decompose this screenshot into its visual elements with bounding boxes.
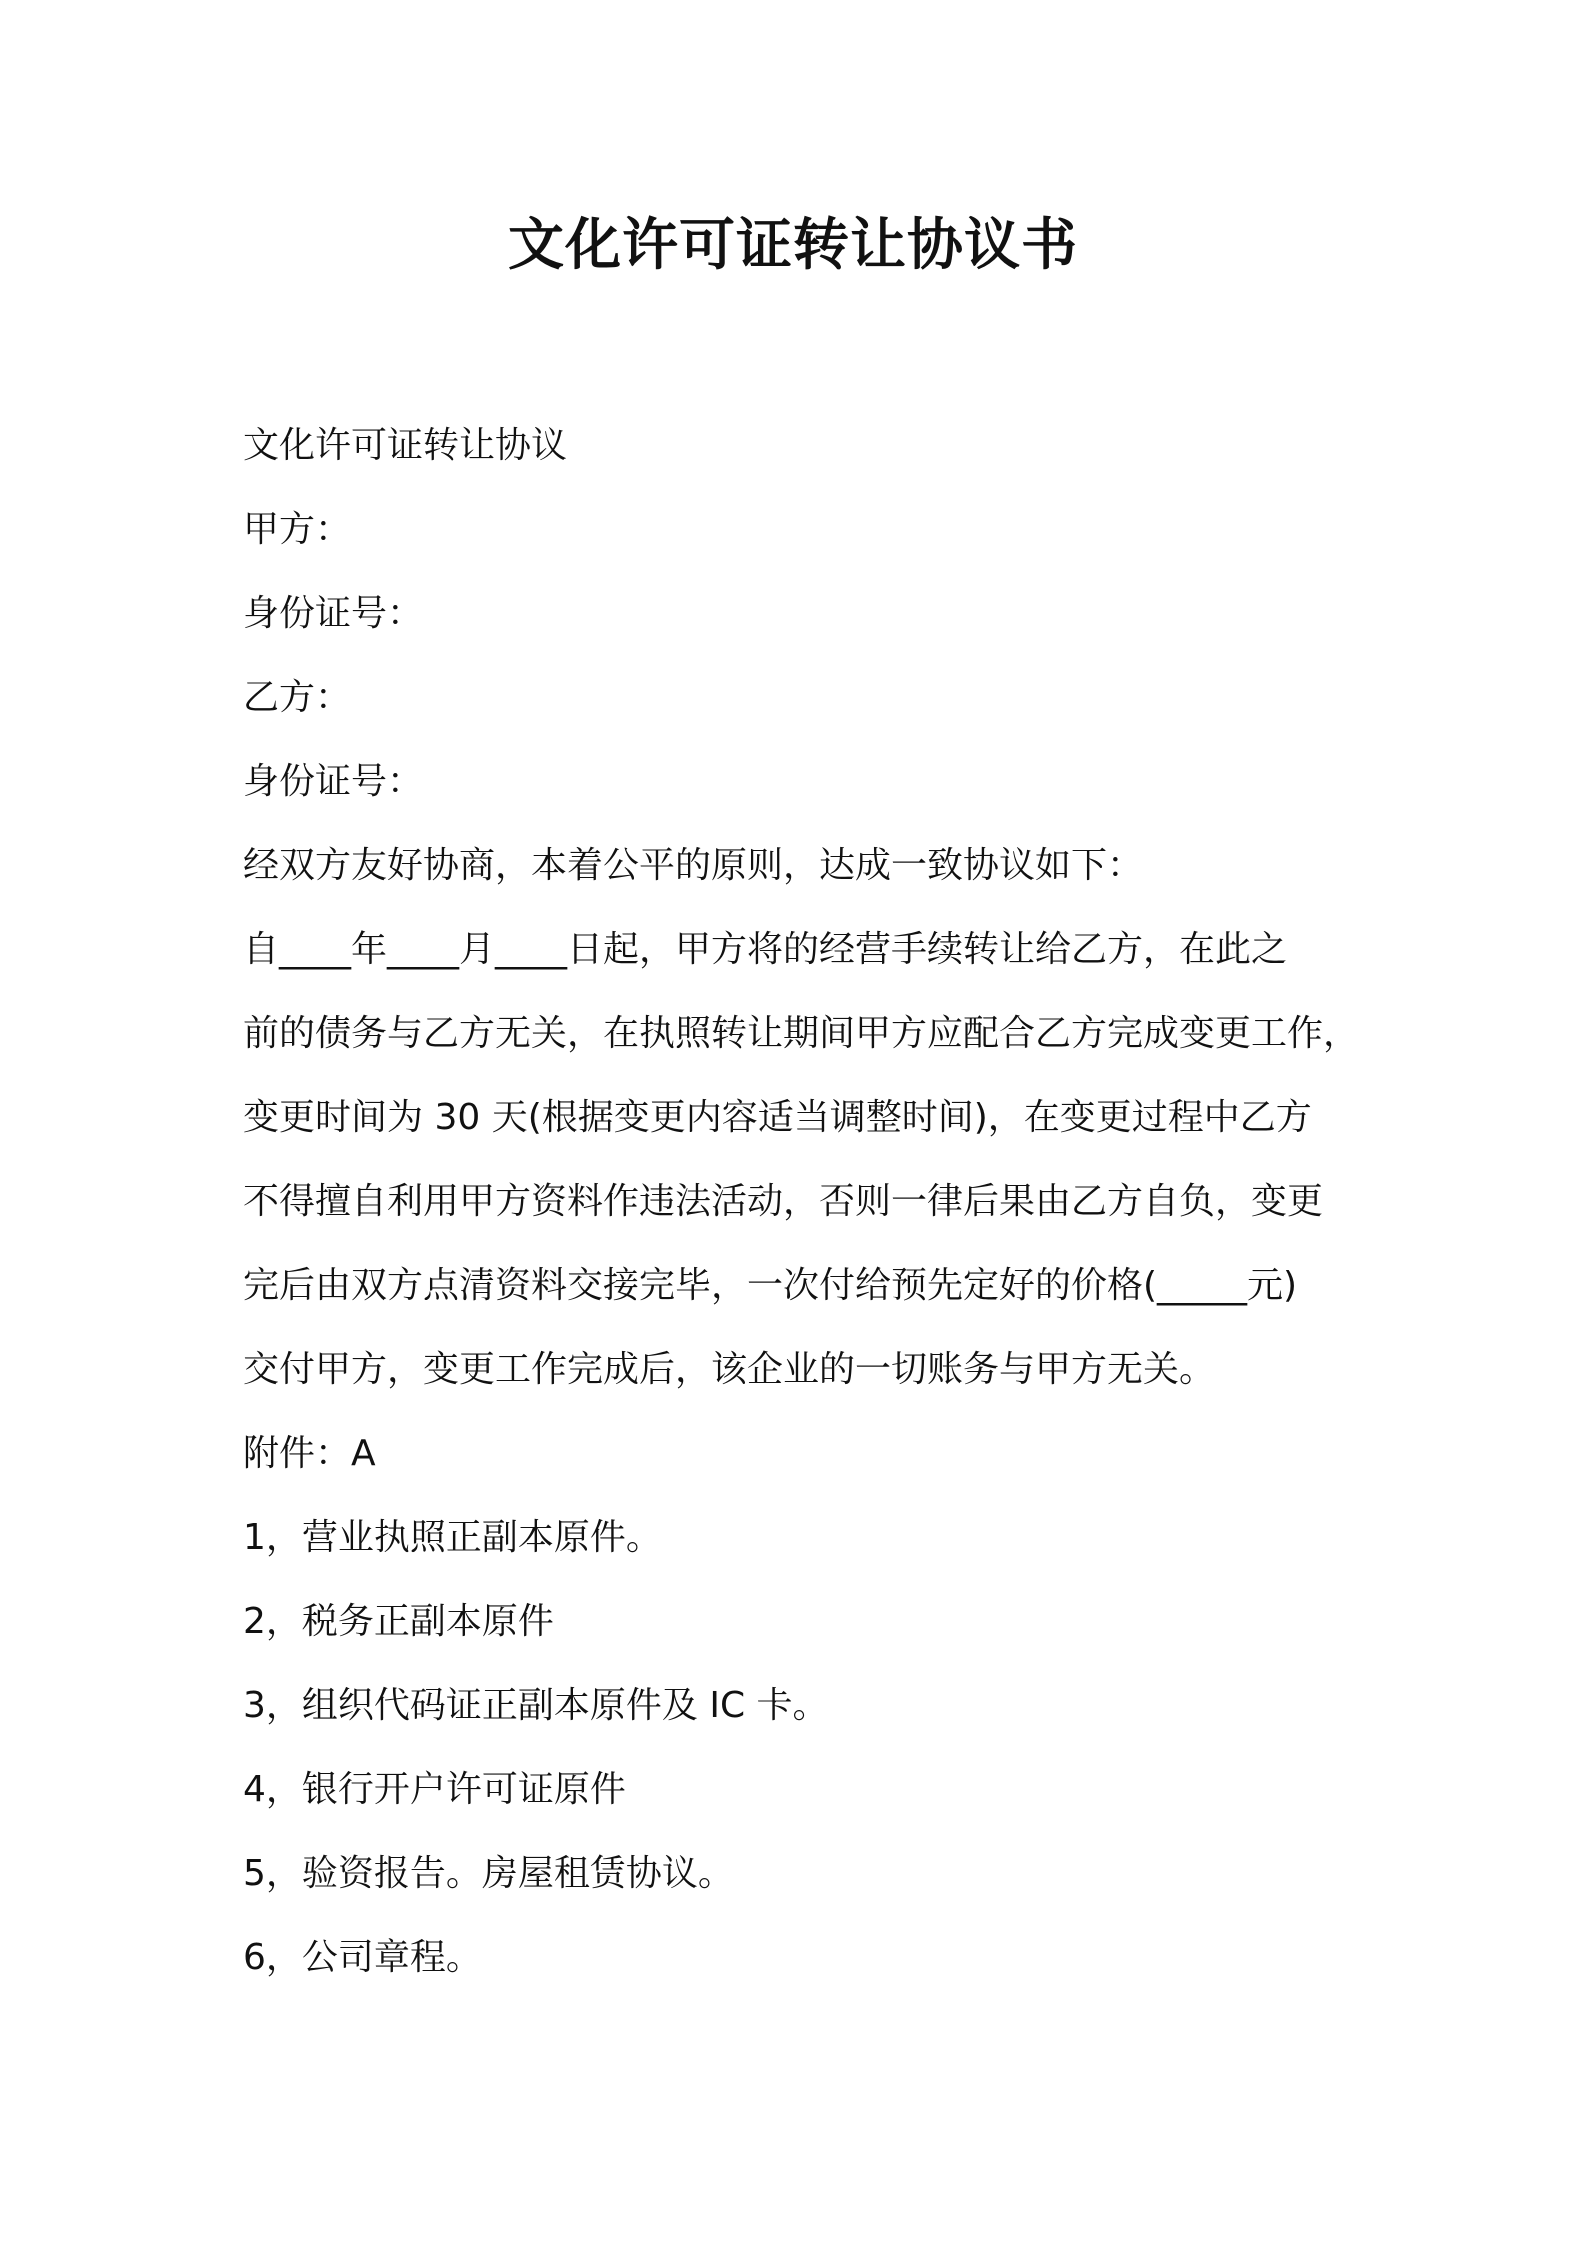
attachment-item: 1，营业执照正副本原件。 — [243, 1517, 662, 1558]
party-b-label: 乙方： — [243, 677, 352, 718]
party-b-id-label: 身份证号： — [243, 761, 424, 802]
attachments-label: 附件：A — [243, 1433, 376, 1474]
attachment-item: 4，银行开户许可证原件 — [243, 1769, 626, 1810]
attachment-item: 2，税务正副本原件 — [243, 1601, 554, 1642]
party-a-id-label: 身份证号： — [243, 593, 424, 634]
terms-paragraph-line: 完后由双方点清资料交接完毕，一次付给预先定好的价格(_____元) — [243, 1265, 1298, 1306]
agreement-intro: 经双方友好协商，本着公平的原则，达成一致协议如下： — [243, 845, 1144, 886]
document-body — [243, 404, 1363, 2000]
attachment-item: 5，验资报告。房屋租赁协议。 — [243, 1853, 734, 1894]
terms-paragraph-line: 前的债务与乙方无关，在执照转让期间甲方应配合乙方完成变更工作， — [243, 1013, 1360, 1054]
terms-paragraph-line: 变更时间为 30 天(根据变更内容适当调整时间)，在变更过程中乙方 — [243, 1097, 1312, 1138]
agreement-heading: 文化许可证转让协议 — [243, 425, 568, 466]
attachment-item: 6，公司章程。 — [243, 1937, 482, 1978]
terms-paragraph-line: 不得擅自利用甲方资料作违法活动，否则一律后果由乙方自负，变更 — [243, 1181, 1324, 1222]
terms-paragraph-line: 交付甲方，变更工作完成后，该企业的一切账务与甲方无关。 — [243, 1349, 1216, 1390]
document-title: 文化许可证转让协议书 — [508, 213, 1078, 278]
attachment-item: 3，组织代码证正副本原件及 IC 卡。 — [243, 1685, 829, 1726]
terms-paragraph-line: 自____年____月____日起，甲方将的经营手续转让给乙方，在此之 — [243, 929, 1288, 970]
party-a-label: 甲方： — [243, 509, 352, 550]
